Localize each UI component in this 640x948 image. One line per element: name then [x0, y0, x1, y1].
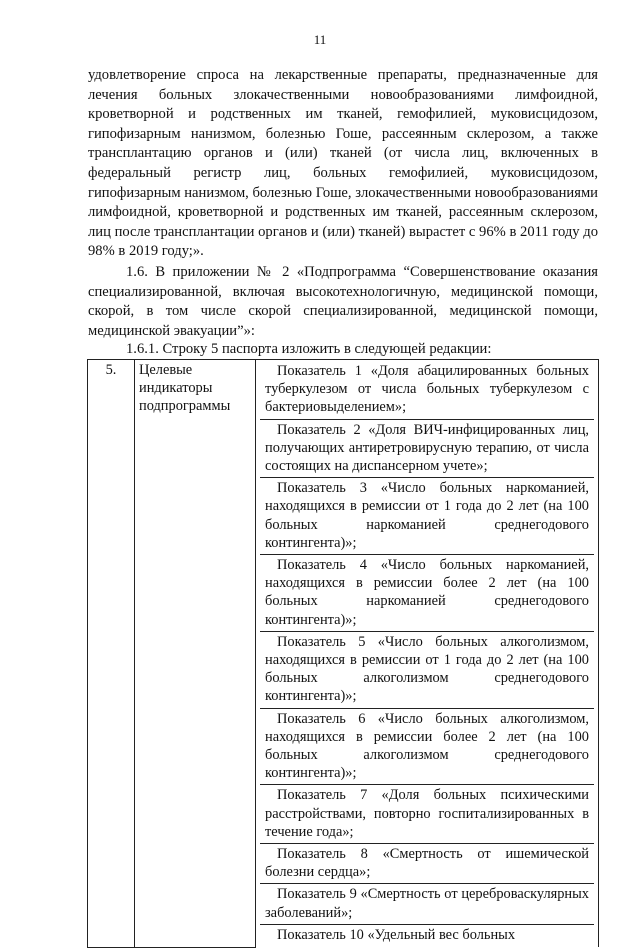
indicator-item: Показатель 8 «Смертность от ишемической болезни сердца»; [260, 844, 594, 884]
indicator-item: Показатель 9 «Смертность от цереброваскулярных заболеваний»; [260, 884, 594, 924]
indicator-item: Показатель 5 «Число больных алкоголизмом, находящихся в ремиссии от 1 года до 2 лет (на 100 больных алкоголизмом среднегодового контингента)»; [260, 632, 594, 709]
indicator-item: Показатель 3 «Число больных наркоманией, находящихся в ремиссии от 1 года до 2 лет (на 100 больных наркоманией среднегодового контингента)»; [260, 478, 594, 555]
row-label-cell: Целевые индикаторы подпрограммы [135, 360, 256, 948]
passport-table [87, 359, 599, 948]
indicator-item: Показатель 1 «Доля абацилированных больных туберкулезом от числа больных туберкулезом с бактериовыделением»; [260, 361, 594, 420]
page-number: 11 [313, 32, 327, 47]
paragraph-1-6-1: 1.6.1. Строку 5 паспорта изложить в следующей редакции: [126, 341, 492, 357]
indicators-cell [256, 360, 599, 948]
table-row [88, 360, 599, 948]
indicator-item: Показатель 2 «Доля ВИЧ-инфицированных лиц, получающих антиретровирусную терапию, от числа состоящих на диспансерном учете»; [260, 420, 594, 479]
indicator-item: Показатель 4 «Число больных наркоманией, находящихся в ремиссии более 2 лет (на 100 больных наркоманией среднегодового контингента)»; [260, 555, 594, 632]
indicator-item: Показатель 6 «Число больных алкоголизмом, находящихся в ремиссии более 2 лет (на 100 больных алкоголизмом среднегодового контингента)»; [260, 709, 594, 786]
indicator-item: Показатель 10 «Удельный вес больных [277, 926, 516, 943]
paragraph-continuation: удовлетворение спроса на лекарственные препараты, предназначенные для лечения больных злокачественными новообразованиями лимфоидной, кроветворной и родственных им тканей, гемофилией, муковисцидозом, гипофизарным нанизмом, болезнью Гоше, рассеянным склерозом, а также трансплантацию органов и (или) тканей (от числа лиц, включенных в федеральный регистр лиц, больных гемофилией, муковисцидозом, гипофизарным нанизмом, болезнью Гоше, злокачественными новообразованиями лимфоидной, кроветворной и родственных им тканей, рассеянным склерозом, лиц после трансплантации органов и (или) тканей) вырастет с 96% в 2011 году до 98% в 2019 году;». [88, 67, 598, 260]
paragraph-1-6: 1.6. В приложении № 2 «Подпрограмма “Совершенствование оказания специализированной, включая высокотехнологичную, медицинской помощи, скорой, в том числе скорой специализированной, медицинской помощи, медицинской эвакуации”»: [88, 264, 598, 339]
row-number-cell: 5. [88, 360, 135, 948]
indicator-item: Показатель 7 «Доля больных психическими расстройствами, повторно госпитализированных в течение года»; [260, 785, 594, 844]
